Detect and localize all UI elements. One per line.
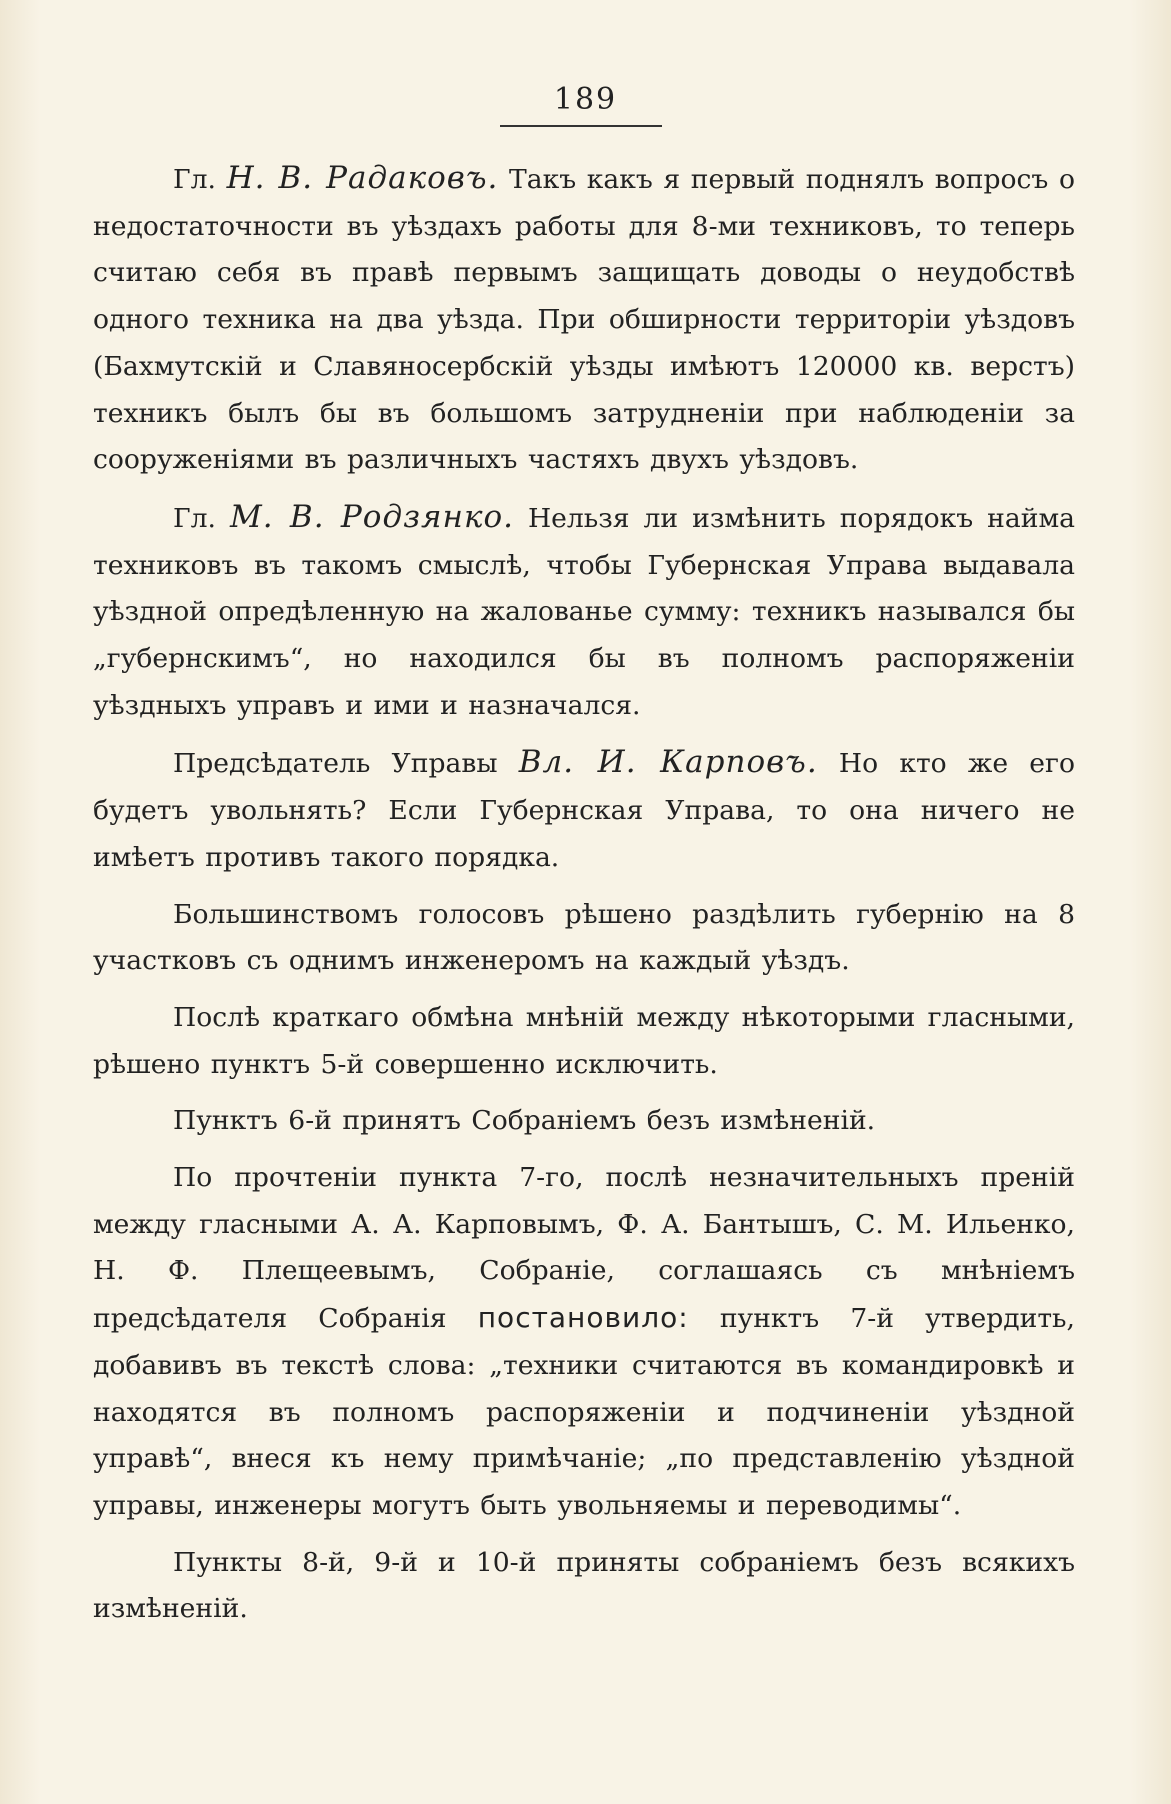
paragraph-item-6: Пунктъ 6-й принятъ Собраніемъ безъ измѣненій. [173,1105,876,1137]
paragraph-radakov [93,155,1075,484]
speaker-name: Вл. И. Карповъ. [518,744,818,781]
speaker-prefix: Гл. [173,502,216,534]
paragraph-text: Нельзя ли измѣнить порядокъ найма техниковъ въ такомъ смыслѣ, чтобы Губернская Управа выдавала уѣздной опредѣленную на жалованье сумму: техникъ назывался бы „губернскимъ“, но находился бы въ полномъ распоряженіи уѣздныхъ управъ и ими и назначался. [93,502,1075,721]
page-body [93,155,1075,1633]
paragraph-text: Но кто же его будетъ увольнять? Если Губернская Управа, то она ничего не имѣетъ противъ такого порядка. [93,748,1075,873]
paragraph-text: Такъ какъ я первый поднялъ вопросъ о недостаточности въ уѣздахъ работы для 8-ми техниковъ, то теперь считаю себя въ правѣ первымъ защищать доводы о неудобствѣ одного техника на два уѣзда. При обширности территоріи уѣздовъ (Бахмутскій и Славяносербскій уѣзды имѣютъ 120000 кв. верстъ) техникъ былъ бы въ большомъ затрудненіи при наблюденіи за сооруженіями въ различныхъ частяхъ двухъ уѣздовъ. [93,164,1075,476]
paragraph-karpov [93,739,1075,881]
paragraph-text: пунктъ 7-й утвердить, добавивъ въ текстѣ слова: „техники считаются въ командировкѣ и находятся въ полномъ распоряженіи и подчиненіи уѣздной управѣ“, внеся къ нему примѣчаніе; „по представленію уѣздной управы, инженеры могутъ быть увольняемы и переводимы“. [93,1303,1075,1521]
speaker-name: Н. В. Радаковъ. [226,160,499,196]
paragraph-item-5: Послѣ краткаго обмѣна мнѣній между нѣкоторыми гласными, рѣшено пунктъ 5-й совершенно исключить. [93,1001,1075,1080]
paragraph-items-8-10: Пункты 8-й, 9-й и 10-й приняты собраніемъ безъ всякихъ измѣненій. [93,1546,1075,1625]
paragraph-rodzyanko [93,494,1075,730]
speaker-prefix: Предсѣдатель Управы [173,748,498,780]
resolution-word: постановило: [477,1301,689,1335]
paragraph-text: По прочтеніи пункта 7-го, послѣ незначительныхъ преній между гласными А. А. Карповымъ, Ф. А. Бантышъ, С. М. Ильенко, Н. Ф. Плещеевымъ, Собраніе, соглашаясь съ мнѣніемъ предсѣдателя Собранія [93,1162,1075,1335]
header-rule [500,125,662,127]
speaker-name: М. В. Родзянко. [229,498,514,535]
paragraph-majority-vote: Большинствомъ голосовъ рѣшено раздѣлить губернію на 8 участковъ съ однимъ инженеромъ на каждый уѣздъ. [93,898,1075,977]
paragraph-item-7 [93,1155,1075,1530]
page-number: 189 [553,82,618,117]
speaker-prefix: Гл. [173,164,216,195]
